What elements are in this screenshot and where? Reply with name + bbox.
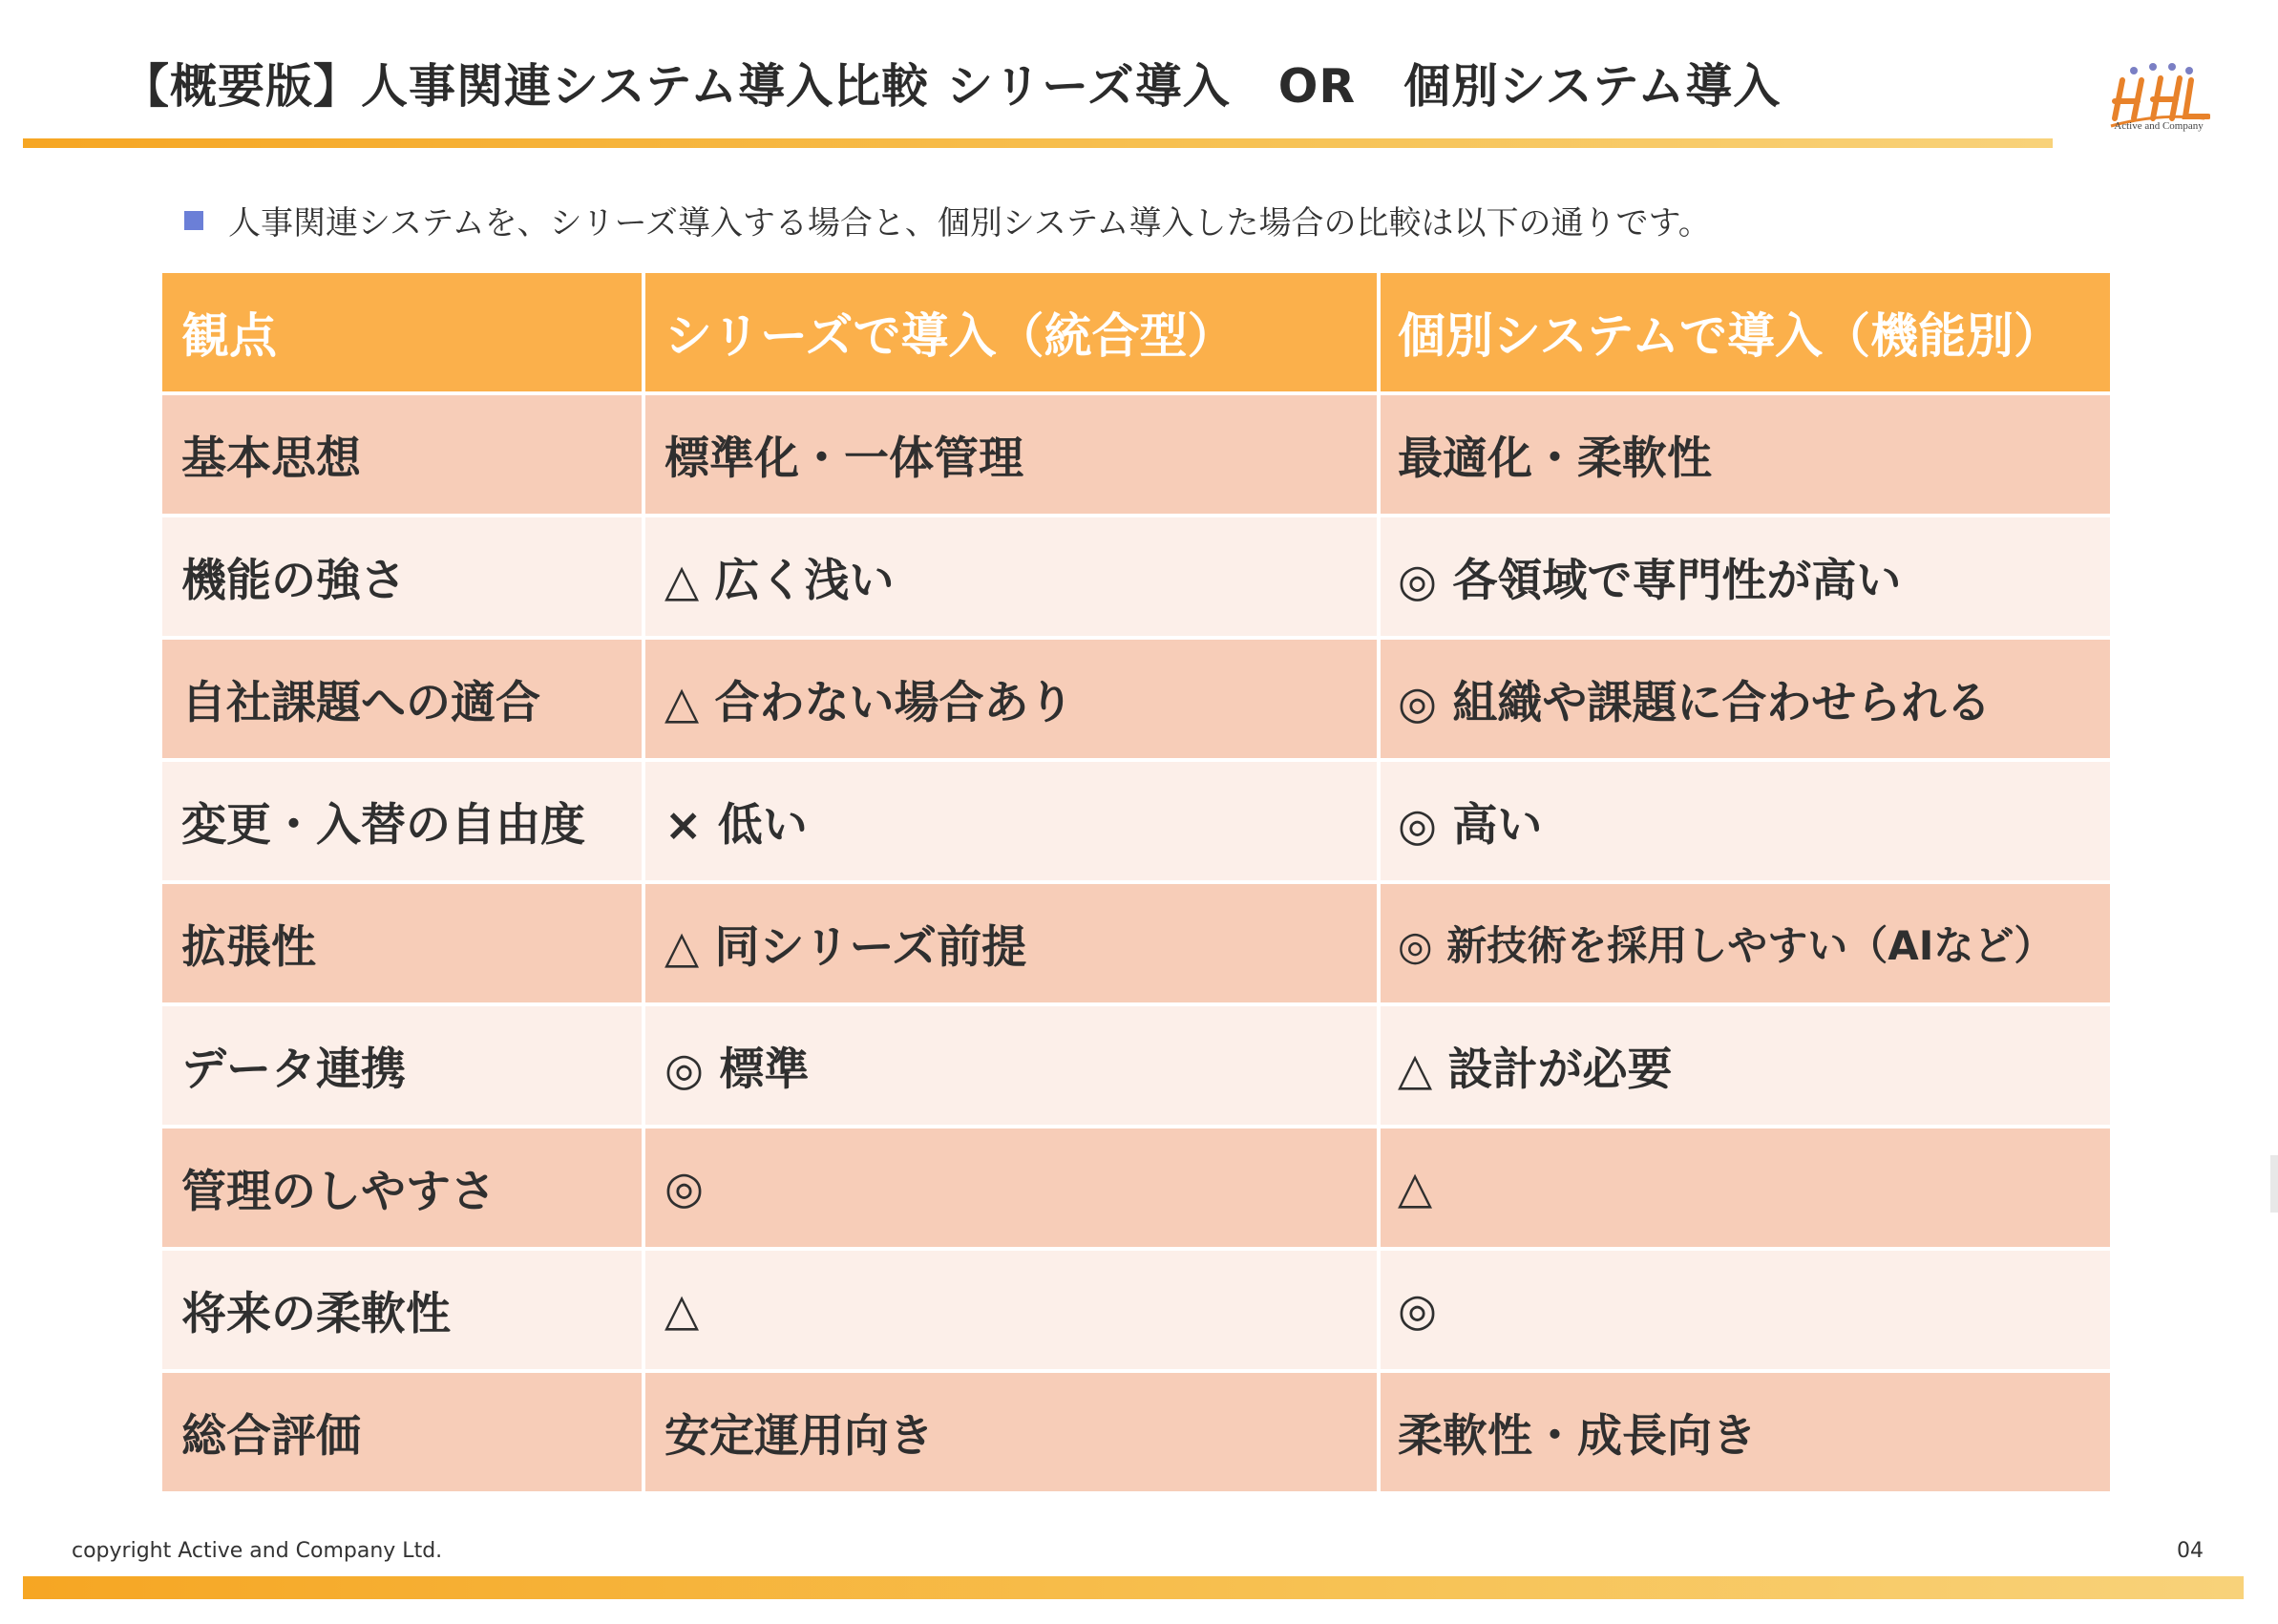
page-number: 04 bbox=[2177, 1539, 2204, 1563]
edge-mark bbox=[2270, 1155, 2278, 1213]
table-row bbox=[160, 638, 2112, 760]
series-cell: △ 広く浅い bbox=[643, 516, 1379, 638]
series-cell: △ 同シリーズ前提 bbox=[643, 882, 1379, 1004]
header-individual: 個別システムで導入（機能別） bbox=[1379, 271, 2112, 393]
series-cell: 標準化・一体管理 bbox=[643, 393, 1379, 516]
row-label: 基本思想 bbox=[160, 393, 643, 516]
lead-text: 人事関連システムを、シリーズ導入する場合と、個別システム導入した場合の比較は以下の通りです。 bbox=[228, 204, 1711, 243]
comparison-table bbox=[158, 269, 2114, 1495]
footer-bar bbox=[23, 1576, 2244, 1599]
individual-cell: 柔軟性・成長向き bbox=[1379, 1371, 2112, 1493]
series-cell: × 低い bbox=[643, 760, 1379, 882]
square-bullet-icon bbox=[184, 211, 203, 230]
header-viewpoint: 観点 bbox=[160, 271, 643, 393]
individual-cell: ◎ bbox=[1379, 1249, 2112, 1371]
table-row bbox=[160, 516, 2112, 638]
copyright-text: copyright Active and Company Ltd. bbox=[72, 1539, 443, 1563]
individual-cell: △ bbox=[1379, 1127, 2112, 1249]
row-label: 総合評価 bbox=[160, 1371, 643, 1493]
logo-text: Active and Company bbox=[2114, 120, 2204, 132]
table-row bbox=[160, 1127, 2112, 1249]
series-cell: ◎ bbox=[643, 1127, 1379, 1249]
individual-cell: ◎ 各領域で専門性が高い bbox=[1379, 516, 2112, 638]
individual-cell: ◎ 高い bbox=[1379, 760, 2112, 882]
row-label: 自社課題への適合 bbox=[160, 638, 643, 760]
row-label: 将来の柔軟性 bbox=[160, 1249, 643, 1371]
individual-cell: ◎ 新技術を採用しやすい（AIなど） bbox=[1379, 882, 2112, 1004]
header-series: シリーズで導入（統合型） bbox=[643, 271, 1379, 393]
row-label: データ連携 bbox=[160, 1004, 643, 1127]
row-label: 管理のしやすさ bbox=[160, 1127, 643, 1249]
row-label: 拡張性 bbox=[160, 882, 643, 1004]
lead-text-row bbox=[184, 197, 1711, 243]
table-row bbox=[160, 1249, 2112, 1371]
title-underline bbox=[23, 138, 2053, 148]
individual-cell: ◎ 組織や課題に合わせられる bbox=[1379, 638, 2112, 760]
series-cell: △ 合わない場合あり bbox=[643, 638, 1379, 760]
individual-cell: △ 設計が必要 bbox=[1379, 1004, 2112, 1127]
table-row bbox=[160, 1004, 2112, 1127]
table-header-row bbox=[160, 271, 2112, 393]
page-title: 【概要版】人事関連システム導入比較 シリーズ導入 OR 個別システム導入 bbox=[122, 59, 1782, 114]
individual-cell: 最適化・柔軟性 bbox=[1379, 393, 2112, 516]
table-row bbox=[160, 1371, 2112, 1493]
series-cell: ◎ 標準 bbox=[643, 1004, 1379, 1127]
table-row bbox=[160, 393, 2112, 516]
row-label: 変更・入替の自由度 bbox=[160, 760, 643, 882]
table-row bbox=[160, 882, 2112, 1004]
series-cell: 安定運用向き bbox=[643, 1371, 1379, 1493]
table-row bbox=[160, 760, 2112, 882]
series-cell: △ bbox=[643, 1249, 1379, 1371]
row-label: 機能の強さ bbox=[160, 516, 643, 638]
